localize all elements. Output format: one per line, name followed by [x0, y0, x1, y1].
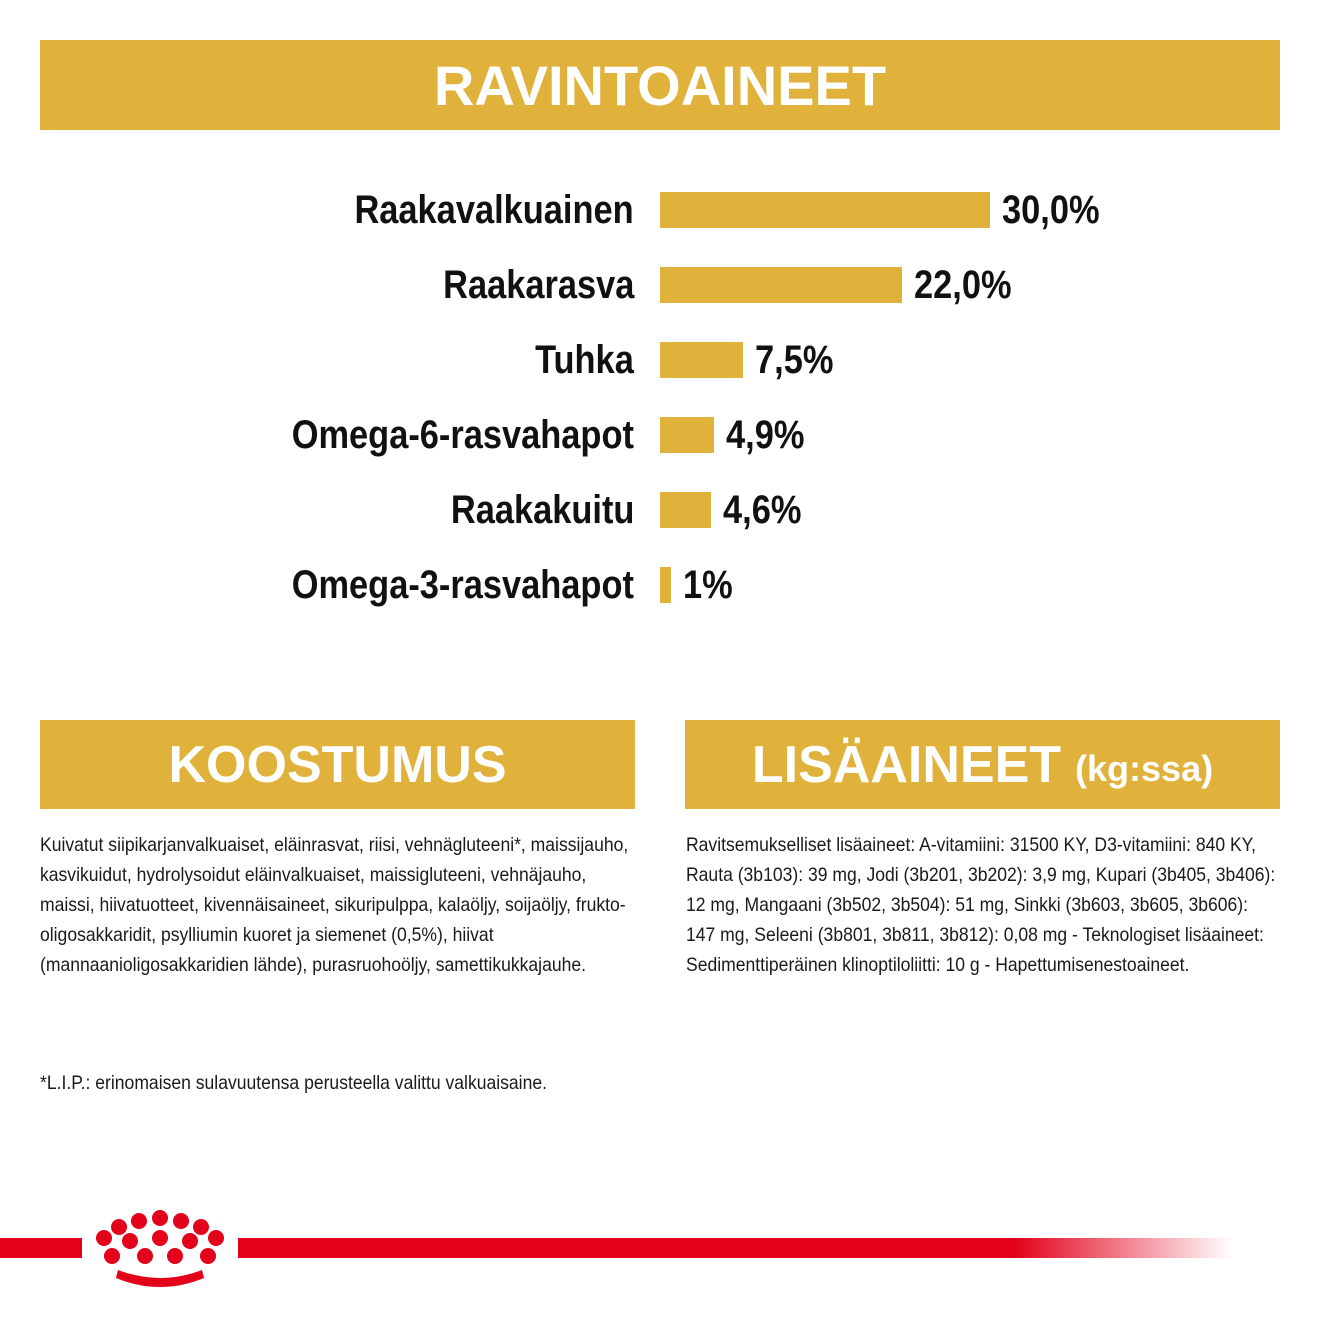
bar-category-label: Tuhka	[535, 338, 634, 382]
bar-value-label: 30,0%	[1002, 188, 1100, 232]
bar-category-label: Raakakuitu	[450, 488, 634, 532]
bar-value-label: 22,0%	[914, 263, 1012, 307]
bar	[660, 492, 711, 528]
nutrients-banner	[40, 40, 1280, 130]
bar-category-label: Omega-3-rasvahapot	[291, 563, 634, 607]
bar	[660, 567, 671, 603]
bar-category-label: Raakavalkuainen	[354, 188, 634, 232]
crown-icon	[96, 1210, 224, 1287]
bar	[660, 267, 902, 303]
nutrients-title: RAVINTOAINEET	[433, 53, 887, 117]
additives-text: Ravitsemukselliset lisäaineet: A-vitamiini: 31500 KY, D3-vitamiini: 840 KY, Rauta (3b103): 39 mg, Jodi (3b201, 3b202): 3,9 mg, Kupari (3b405, 3b406): 12 mg, Mangaani (3b502, 3b504): 51 mg, Sinkki (3b603, 3b605, 3b606): 147 mg, Seleeni (3b801, 3b811, 3b812): 0,08 mg - Teknologiset lisäaineet: Sedimenttiperäinen klinoptiloliitti: 10 g - Hapettumisenestoaineet.	[686, 834, 1276, 976]
bar-category-label: Raakarasva	[442, 263, 634, 307]
bar-value-label: 7,5%	[754, 338, 833, 382]
brand-stripe-right	[238, 1238, 1233, 1258]
composition-text: Kuivatut siipikarjanvalkuaiset, eläinrasvat, riisi, vehnägluteeni*, maissijauho, kasvikuidut, hydrolysoidut eläinvalkuaiset, maissigluteeni, vehnäjauho, maissi, hiivatuotteet, kivennäisaineet, sikuripulppa, kalaöljy, soijaöljy, frukto-oligosakkaridit, psylliumin kuoret ja siemenet (0,5%), hiivat (mannaanioligosakkaridien lähde), purasruohoöljy, samettikukkajauhe.	[40, 834, 629, 976]
composition-banner	[40, 720, 635, 809]
additives-title: LISÄAINEET	[751, 735, 1062, 794]
bar-value-label: 4,9%	[725, 413, 805, 457]
bar-value-label: 1%	[683, 563, 733, 607]
brand-footer	[0, 1200, 1320, 1300]
bar	[660, 342, 743, 378]
additives-subtitle: (kg:ssa)	[1075, 747, 1214, 789]
composition-title: KOOSTUMUS	[168, 735, 507, 794]
composition-note: *L.I.P.: erinomaisen sulavuutensa perusteella valittu valkuaisaine.	[40, 1072, 547, 1094]
additives-banner	[685, 720, 1280, 809]
bar	[660, 417, 714, 453]
bar	[660, 192, 990, 228]
bar-value-label: 4,6%	[722, 488, 802, 532]
brand-stripe-left	[0, 1238, 82, 1258]
bar-category-label: Omega-6-rasvahapot	[291, 413, 634, 457]
